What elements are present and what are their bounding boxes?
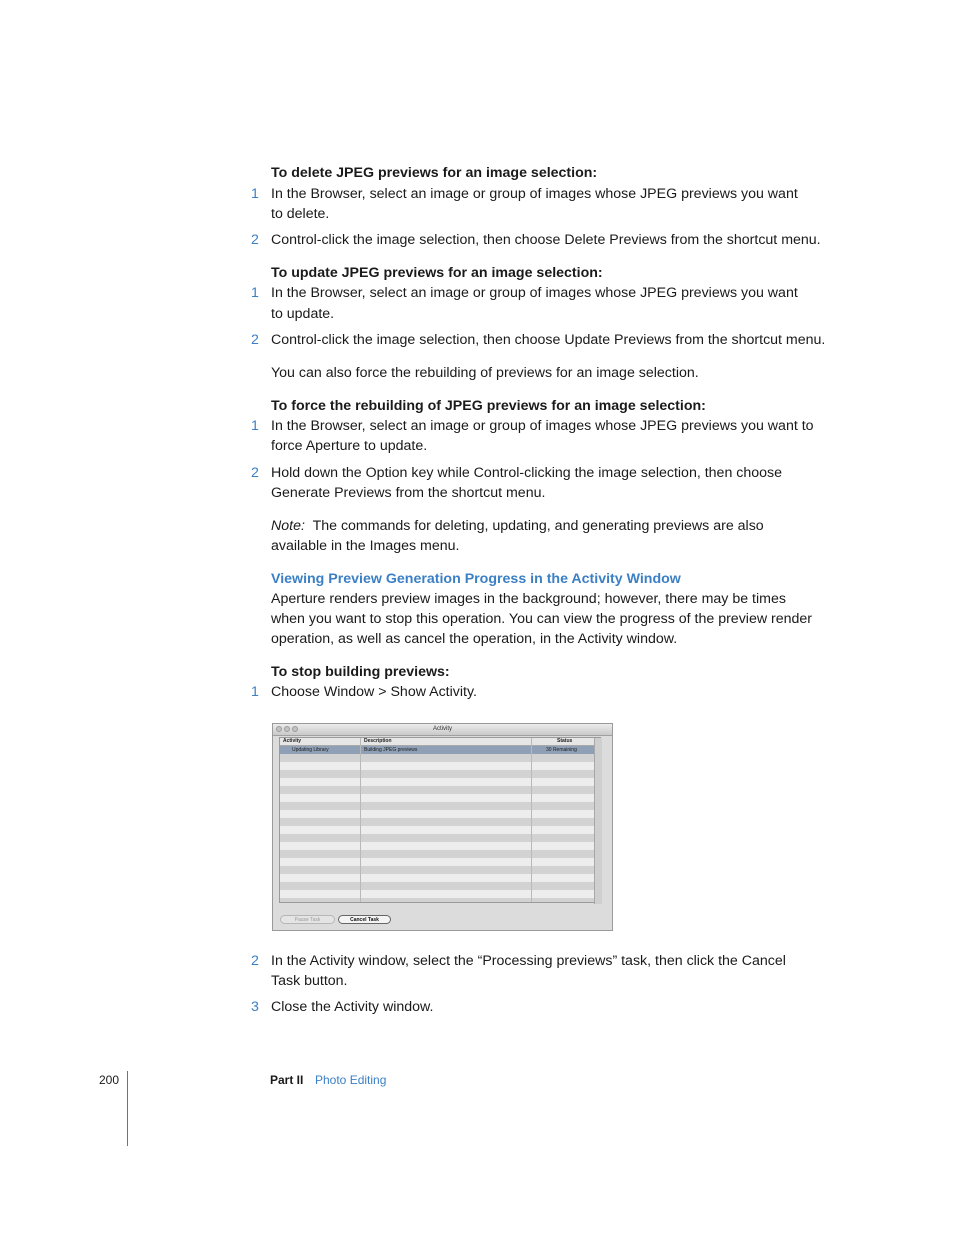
activity-window <box>272 723 613 931</box>
step-text: Hold down the Option key while Control-clicking the image selection, then choose <box>271 465 783 481</box>
paragraph: operation, as well as cancel the operation, in the Activity window. <box>271 631 678 647</box>
table-row <box>280 770 600 778</box>
step-text: Generate Previews from the shortcut menu. <box>271 485 546 501</box>
table-row <box>280 834 600 842</box>
table-row <box>280 882 600 890</box>
column-divider <box>531 738 532 903</box>
step-number: 2 <box>251 953 259 969</box>
step-text: Control-click the image selection, then choose Delete Previews from the shortcut menu. <box>271 232 821 248</box>
step-number: 2 <box>251 332 259 348</box>
step-text: Task button. <box>271 973 348 989</box>
cancel-task-button[interactable]: Cancel Task <box>338 915 391 924</box>
step-number: 2 <box>251 465 259 481</box>
note <box>271 516 764 536</box>
note-text: The commands for deleting, updating, and generating previews are also <box>312 518 764 534</box>
step-text: to delete. <box>271 206 330 222</box>
note-label: Note: <box>271 518 305 534</box>
table-row <box>280 810 600 818</box>
note-text: available in the Images menu. <box>271 538 460 554</box>
step-text: to update. <box>271 306 335 322</box>
footer-section-link[interactable]: Photo Editing <box>315 1073 387 1087</box>
table-row <box>280 754 600 762</box>
step-text: In the Browser, select an image or group of images whose JPEG previews you want <box>271 285 798 301</box>
table-row <box>280 850 600 858</box>
heading-force: To force the rebuilding of JPEG previews for an image selection: <box>271 398 706 414</box>
step-text: Choose Window > Show Activity. <box>271 684 477 700</box>
table-row <box>280 778 600 786</box>
row-description: Building JPEG previews <box>364 747 418 753</box>
window-title: Activity <box>432 726 452 732</box>
table-header <box>280 738 600 746</box>
table-row <box>280 786 600 794</box>
activity-table <box>279 737 601 903</box>
table-row <box>280 858 600 866</box>
step-number: 3 <box>251 999 259 1015</box>
table-row[interactable] <box>280 746 600 754</box>
row-activity: Updating Library <box>292 747 329 753</box>
step-text: Control-click the image selection, then choose Update Previews from the shortcut menu. <box>271 332 826 348</box>
step-number: 1 <box>251 684 259 700</box>
step-text: In the Browser, select an image or group of images whose JPEG previews you want to <box>271 418 814 434</box>
table-row <box>280 898 600 903</box>
paragraph: Aperture renders preview images in the background; however, there may be times <box>271 591 786 607</box>
step-text: In the Activity window, select the “Processing previews” task, then click the Cancel <box>271 953 786 969</box>
vertical-scrollbar[interactable] <box>594 738 602 904</box>
table-row <box>280 866 600 874</box>
column-header-activity[interactable]: Activity <box>283 738 302 744</box>
paragraph: when you want to stop this operation. You can view the progress of the preview render <box>271 611 813 627</box>
step-number: 1 <box>251 186 259 202</box>
step-text: Close the Activity window. <box>271 999 434 1015</box>
section-heading-link: Viewing Preview Generation Progress in the Activity Window <box>271 571 681 587</box>
table-row <box>280 890 600 898</box>
step-text: force Aperture to update. <box>271 438 428 454</box>
step-number: 2 <box>251 232 259 248</box>
window-titlebar <box>273 724 612 736</box>
table-row <box>280 842 600 850</box>
paragraph: You can also force the rebuilding of previews for an image selection. <box>271 365 699 381</box>
table-row <box>280 818 600 826</box>
table-row <box>280 802 600 810</box>
column-header-status[interactable]: Status <box>557 738 573 744</box>
step-number: 1 <box>251 418 259 434</box>
step-text: In the Browser, select an image or group of images whose JPEG previews you want <box>271 186 798 202</box>
page-number: 200 <box>99 1073 120 1087</box>
heading-update: To update JPEG previews for an image selection: <box>271 265 603 281</box>
table-row <box>280 874 600 882</box>
step-number: 1 <box>251 285 259 301</box>
footer-rule <box>127 1071 128 1146</box>
table-row <box>280 794 600 802</box>
pause-task-button[interactable]: Pause Task <box>280 915 335 924</box>
heading-stop: To stop building previews: <box>271 664 450 680</box>
row-status: 30 Remaining <box>546 747 577 753</box>
table-row <box>280 762 600 770</box>
footer-part: Part II <box>270 1073 304 1087</box>
heading-delete: To delete JPEG previews for an image selection: <box>271 165 598 181</box>
table-row <box>280 826 600 834</box>
column-header-description[interactable]: Description <box>364 738 392 744</box>
column-divider <box>360 738 361 903</box>
